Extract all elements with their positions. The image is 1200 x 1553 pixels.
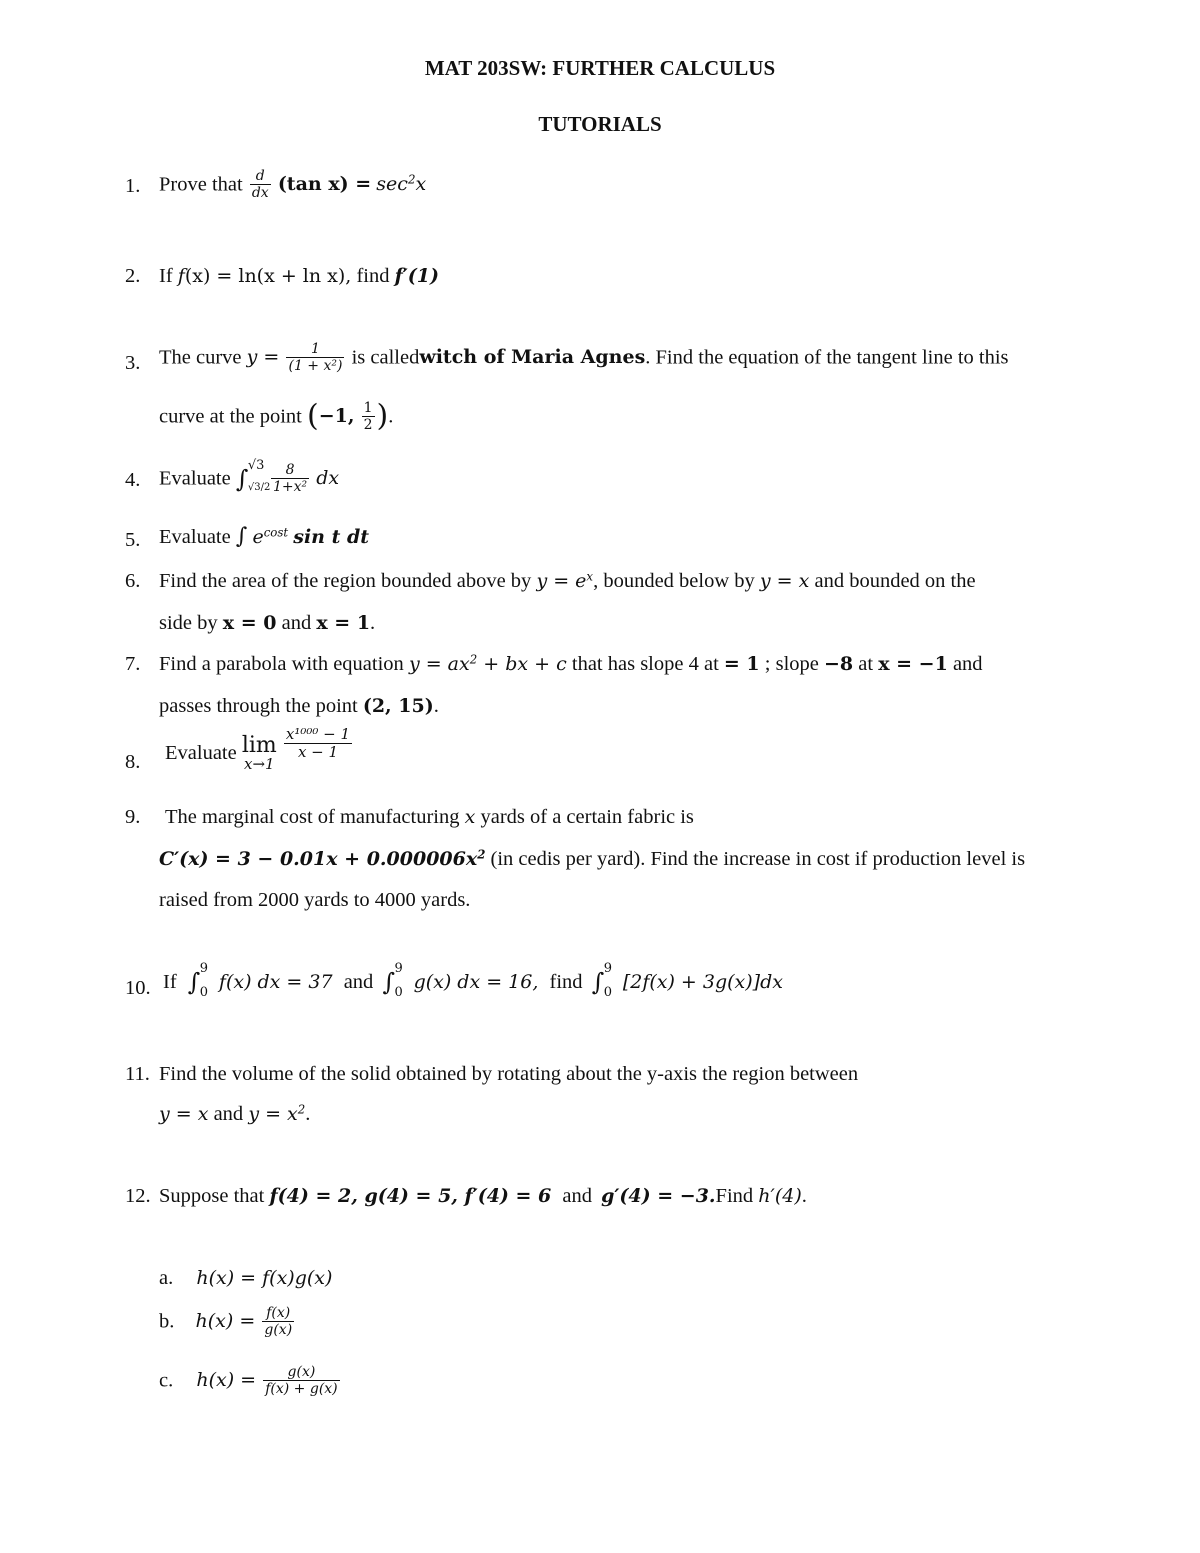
q5-number: 5. xyxy=(125,529,141,551)
question-12-part-c: c. h(x) = $\frac{g(x)}{f(x) + g(x)}$ xyxy=(159,1364,338,1398)
question-10: If ∫ 9 0 f(x) dx = 37 and ∫ 9 0 g(x) dx = 16, find ∫ 9 0 [2f(x) + 3g(x)]dx xyxy=(163,961,783,1000)
q1-derivative-fraction: $\frac{d}{dx}$ xyxy=(251,168,269,202)
q4-number: 4. xyxy=(125,469,141,491)
page-title: MAT 203SW: FURTHER CALCULUS xyxy=(424,56,776,80)
question-12-part-b: b. h(x) = $\frac{f(x)}{g(x)}$ xyxy=(159,1305,293,1339)
question-12-part-a: a. h(x) = f(x)g(x) xyxy=(159,1267,333,1289)
q12-number: 12. xyxy=(125,1185,151,1207)
page-subtitle: TUTORIALS xyxy=(538,112,662,136)
question-9-line-3: raised from 2000 yards to 4000 yards. xyxy=(159,889,471,911)
q8-number: 8. xyxy=(125,751,141,773)
q2-number: 2. xyxy=(125,265,141,287)
question-7-line-1: Find a parabola with equation $y = ax^2$ + bx + c that has slope 4 at = 1 ; slope −8 at x = −1 and xyxy=(159,652,983,675)
q9-number: 9. xyxy=(125,806,141,828)
q11-number: 11. xyxy=(125,1063,150,1085)
question-9-line-2: $C'(x) = 3 - 0.01x + 0.000006x^2$ (in cedis per yard). Find the increase in cost if production level is xyxy=(159,847,1026,870)
question-3-line-1: The curve y = $\frac{1}{\text{(1 + x²)}}$ is calledwitch of Maria Agnes. Find the equation of the tangent line to this xyxy=(159,341,1009,375)
question-11-line-2: y = x and $y = x^2$. xyxy=(159,1102,311,1125)
question-8: Evaluate lim x→1 $\frac{\text{x¹⁰⁰⁰ − 1}}{x - 1}$ xyxy=(165,724,351,774)
question-11-line-1: Find the volume of the solid obtained by rotating about the y-axis the region between xyxy=(159,1063,859,1085)
question-6-line-2: side by x = 0 and x = 1. xyxy=(159,612,376,634)
q10-number: 10. xyxy=(125,977,151,999)
question-12: Suppose that f(4) = 2, g(4) = 5, f′(4) = 6 and g′(4) = −3.Find h′(4). xyxy=(159,1185,807,1207)
question-2: If f(x) = ln(x + ln x), find f′(1) xyxy=(159,265,440,287)
question-5: Evaluate ∫ $e^{cost}$ sin t dt xyxy=(159,524,370,549)
question-4: Evaluate ∫ √3 √3/2 $\frac{8}{\text{1+x²}}$ dx xyxy=(159,457,340,496)
q1-number: 1. xyxy=(125,175,141,197)
question-3-line-2: curve at the point (−1, $\frac{1}{2}$ ). xyxy=(159,398,394,434)
q3-number: 3. xyxy=(125,352,141,374)
question-9-line-1: The marginal cost of manufacturing x yards of a certain fabric is xyxy=(165,806,694,828)
question-6-line-1: Find the area of the region bounded above by $y = e^x$, bounded below by y = x and bounded on the xyxy=(159,569,976,592)
question-1: Prove that $\frac{d}{dx}$ (tan $x) = \sec^2x$ xyxy=(159,168,427,202)
q6-number: 6. xyxy=(125,570,141,592)
question-7-line-2: passes through the point (2, 15). xyxy=(159,695,439,717)
q7-number: 7. xyxy=(125,653,141,675)
